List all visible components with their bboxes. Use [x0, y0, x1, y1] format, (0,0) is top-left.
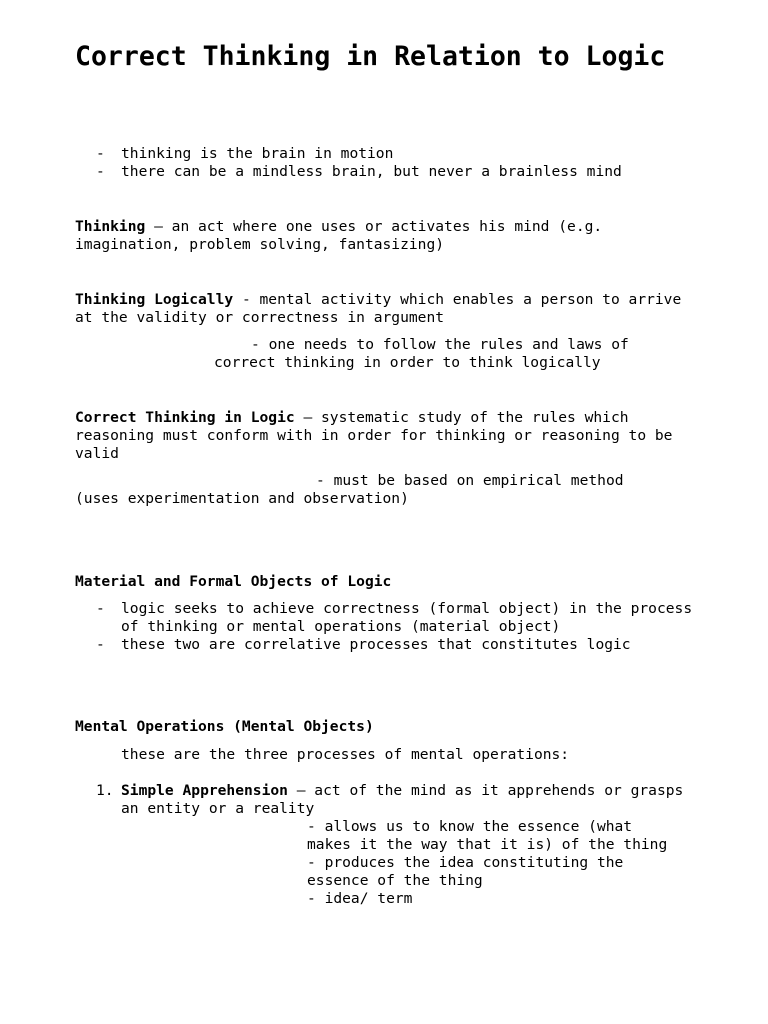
dash-bullet: - [96, 163, 105, 180]
item-sub-line: - allows us to know the essence (what [307, 818, 633, 835]
list-item: - logic seeks to achieve correctness (formal object) in the process of thinking or mental operations (material object) [96, 600, 693, 635]
section-heading: Mental Operations (Mental Objects) [75, 718, 374, 735]
material-formal-bullet-list [75, 600, 695, 654]
list-item: - these two are correlative processes that constitutes logic [96, 636, 631, 653]
numbered-list-item [75, 782, 695, 818]
section-heading: Material and Formal Objects of Logic [75, 573, 392, 590]
item-sub-line: - idea/ term [307, 890, 413, 907]
thinking-logically-definition: Thinking Logically - mental activity which enables a person to arrive at the validity or correctness in argument [75, 291, 691, 326]
term-label: Thinking [75, 218, 146, 235]
item-body: Simple Apprehension – act of the mind as it apprehends or grasps an entity or a reality [121, 782, 684, 817]
dash-bullet: - [96, 600, 105, 617]
item-number: 1. [96, 782, 114, 799]
correct-thinking-note-line: - must be based on empirical method [316, 472, 624, 489]
term-label: Thinking Logically [75, 291, 234, 308]
term-label: Correct Thinking in Logic [75, 409, 295, 426]
correct-thinking-note-line: (uses experimentation and observation) [75, 490, 409, 507]
term-label: Simple Apprehension [121, 782, 288, 799]
dash-bullet: - [96, 145, 105, 162]
mental-operations-intro: these are the three processes of mental operations: [121, 746, 570, 763]
document-title: Correct Thinking in Relation to Logic [75, 41, 666, 72]
thinking-logically-note-line: - one needs to follow the rules and laws of [251, 336, 629, 353]
item-sub-line: essence of the thing [307, 872, 483, 889]
intro-bullet-list [75, 145, 695, 181]
thinking-definition: Thinking – an act where one uses or activates his mind (e.g. imagination, problem solving, fantasizing) [75, 218, 611, 253]
list-item: - thinking is the brain in motion [96, 145, 394, 162]
item-sub-line: makes it the way that it is) of the thing [307, 836, 668, 853]
dash-bullet: - [96, 636, 105, 653]
thinking-logically-note-line: correct thinking in order to think logically [214, 354, 601, 371]
list-item: - there can be a mindless brain, but never a brainless mind [96, 163, 622, 180]
correct-thinking-definition: Correct Thinking in Logic – systematic study of the rules which reasoning must conform with in order for thinking or reasoning to be valid [75, 409, 682, 462]
item-sub-line: - produces the idea constituting the [307, 854, 624, 871]
